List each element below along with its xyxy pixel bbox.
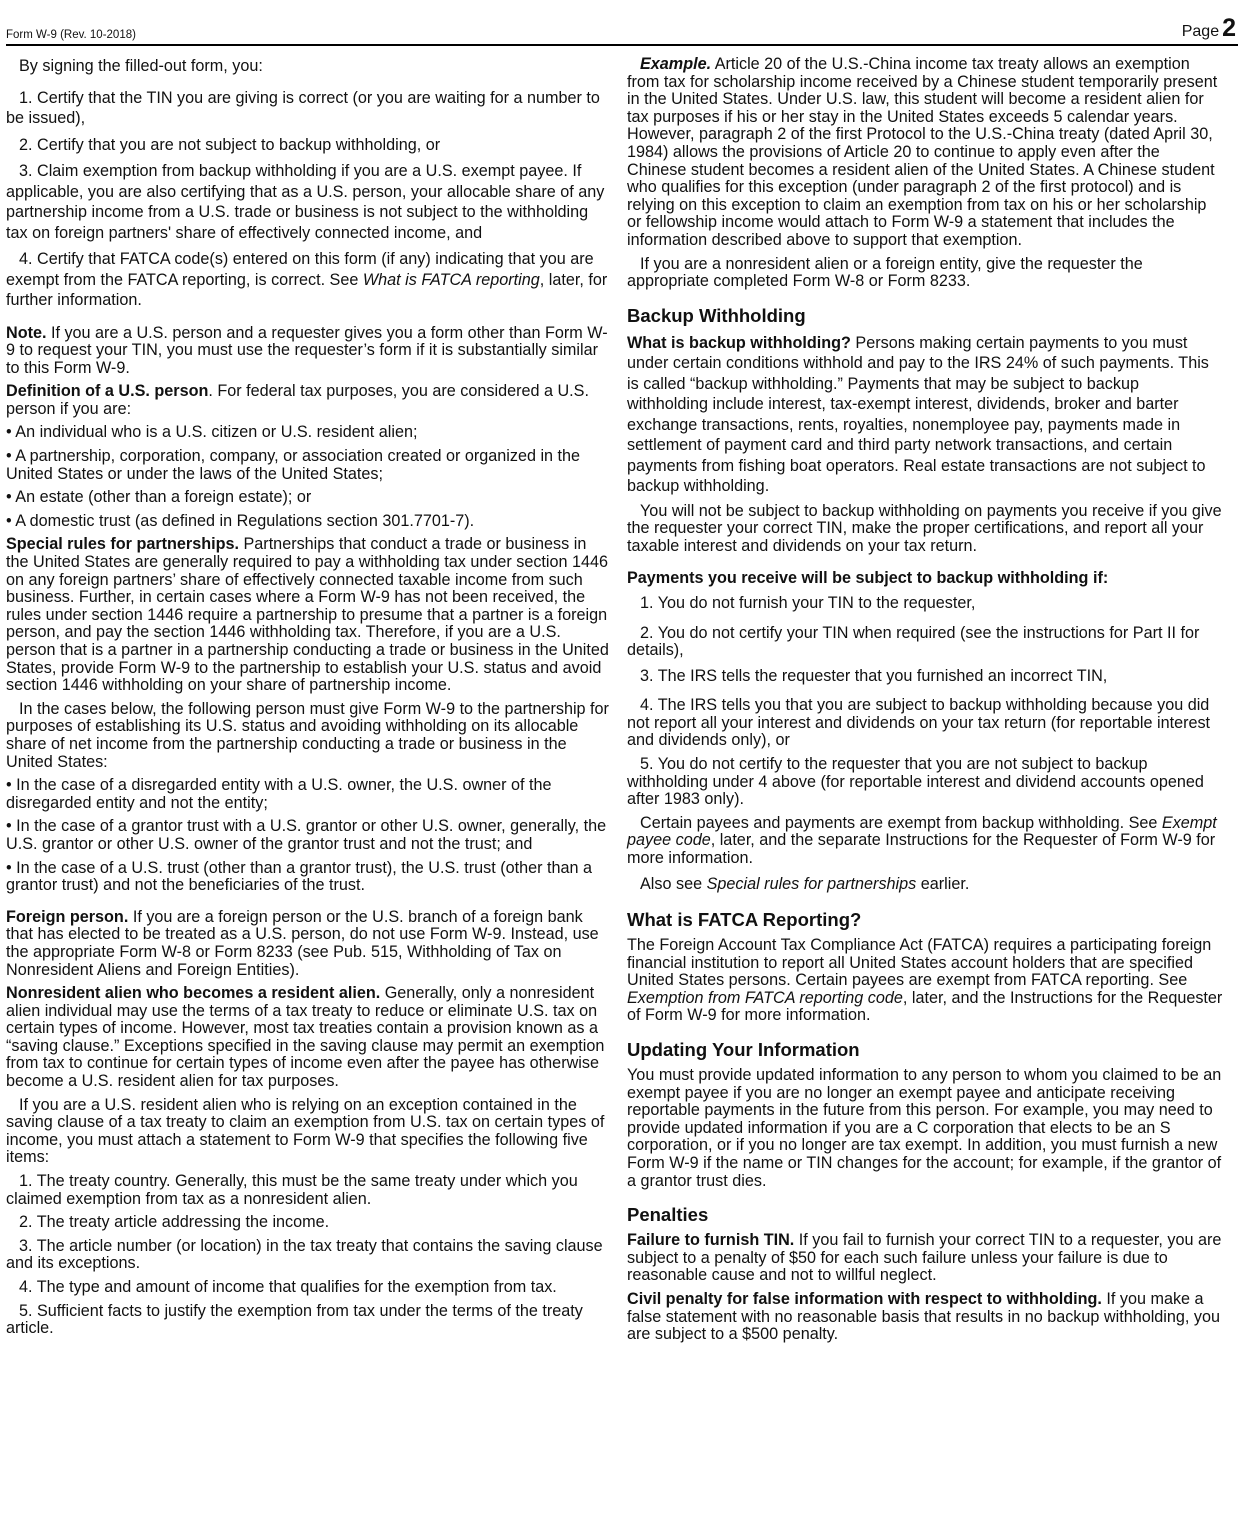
- signing-intro: By signing the filled-out form, you:: [19, 57, 263, 75]
- certify-item-3: 3. Claim exemption from backup withholding if you are a U.S. exempt payee. If applicable, you are also certifying that as a U.S. person, your allocable share of any partnership income from a U.S. trade or business is not subject to the withholding tax on foreign partners' share of effectively connected income, and: [6, 162, 605, 242]
- page-header: [6, 14, 1238, 46]
- page-number: Page 2: [1181, 14, 1236, 42]
- left-column: [6, 56, 612, 1344]
- updating-info-paragraph: You must provide updated information to any person to whom you claimed to be an exempt payee if you are no longer an exempt payee and anticipate receiving reportable payments in the future from this person. For example, you may need to provide updated information if you are a C corporation that elects to be an S corporation, or if you no longer are tax exempt. In addition, you must furnish a new Form W-9 if the name or TIN changes for the account; for example, if the grantor of a grantor trust dies.: [627, 1066, 1222, 1190]
- example-paragraph: Example. Article 20 of the U.S.-China income tax treaty allows an exemption from tax for scholarship income received by a Chinese student temporarily present in the United States. Under U.S. law, this student will become a resident alien for tax purposes if his or her stay in the United States exceeds 5 calendar years. However, paragraph 2 of the first Protocol to the U.S.-China treaty (dated April 30, 1984) allows the provisions of Article 20 to continue to apply even after the Chinese student becomes a resident alien of the United States. A Chinese student who qualifies for this exception (under paragraph 2 of the first protocol) and is relying on this exception to claim an exemption from tax on his or her scholarship or fellowship income would attach to Form W-9 a statement that includes the information described above to support that exemption.: [627, 55, 1218, 249]
- payment-condition: 4. The IRS tells you that you are subject to backup withholding because you did not report all your interest and dividends on your tax return (for reportable interest and dividends only), or: [627, 696, 1211, 750]
- treaty-item: 3. The article number (or location) in the tax treaty that contains the saving clause and its exceptions.: [6, 1236, 603, 1273]
- special-rules-paragraph: Special rules for partnerships. Partnerships that conduct a trade or business in the United States are generally required to pay a withholding tax under section 1446 on any foreign partners’ share of effectively connected taxable income from such business. Further, in certain cases where a Form W-9 has not been received, the rules under section 1446 require a partnership to presume that a partner is a foreign person, and pay the section 1446 withholding tax. Therefore, if you are a U.S. person that is a partner in a partnership conducting a trade or business in the United States, provide Form W-9 to the partnership to establish your U.S. status and avoid section 1446 withholding on your share of partnership income.: [6, 535, 609, 695]
- payment-condition: 3. The IRS tells the requester that you furnished an incorrect TIN,: [640, 666, 1108, 685]
- fatca-heading: What is FATCA Reporting?: [627, 909, 862, 931]
- backup-withholding-paragraph: What is backup withholding? Persons making certain payments to you must under certain conditions withhold and pay to the IRS 24% of such payments. This is called “backup withholding.” Payments that may be subject to backup withholding include interest, tax-exempt interest, dividends, broker and barter exchange transactions, rents, royalties, nonemployee pay, payments made in settlement of payment card and third party network transactions, and certain payments from fishing boat operators. Real estate transactions are not subject to backup withholding.: [627, 333, 1209, 496]
- fatca-paragraph: The Foreign Account Tax Compliance Act (FATCA) requires a participating foreign financial institution to report all United States account holders that are specified United States persons. Certain payees are exempt from FATCA reporting. See Exemption from FATCA reporting code, later, and the Instructions for the Requester of Form W-9 for more information.: [627, 936, 1223, 1025]
- us-person-definition: Definition of a U.S. person. For federal tax purposes, you are considered a U.S. person if you are:: [6, 382, 589, 418]
- right-column: [627, 56, 1223, 1350]
- note-paragraph: Note. If you are a U.S. person and a requester gives you a form other than Form W-9 to request your TIN, you must use the requester’s form if it is substantially similar to this Form W-9.: [6, 323, 608, 377]
- treaty-item: 5. Sufficient facts to justify the exemption from tax under the terms of the treaty article.: [6, 1301, 583, 1338]
- backup-withholding-heading: Backup Withholding: [627, 304, 806, 326]
- certify-item-1: 1. Certify that the TIN you are giving is correct (or you are waiting for a number to be issued),: [6, 88, 600, 127]
- case-bullet: • In the case of a U.S. trust (other than a grantor trust), the U.S. trust (other than a grantor trust) and not the beneficiaries of the trust.: [6, 858, 592, 895]
- us-person-bullet: • An individual who is a U.S. citizen or U.S. resident alien;: [6, 423, 418, 442]
- nonresident-paragraph: If you are a nonresident alien or a foreign entity, give the requester the appropriate completed Form W-8 or Form 8233.: [627, 254, 1143, 291]
- payments-subject-heading: Payments you receive will be subject to backup withholding if:: [627, 568, 1109, 587]
- exempt-payees-paragraph: Certain payees and payments are exempt from backup withholding. See Exempt payee code, later, and the separate Instructions for the Requester of Form W-9 for more information.: [627, 813, 1217, 867]
- payment-condition: 1. You do not furnish your TIN to the requester,: [640, 594, 976, 612]
- certify-item-2: 2. Certify that you are not subject to backup withholding, or: [19, 135, 441, 154]
- case-bullet: • In the case of a disregarded entity with a U.S. owner, the U.S. owner of the disregarded entity and not the entity;: [6, 776, 552, 812]
- treaty-item: 2. The treaty article addressing the income.: [19, 1213, 330, 1232]
- payment-condition: 5. You do not certify to the requester that you are not subject to backup withholding under 4 above (for reportable interest and dividend accounts opened after 1983 only).: [627, 754, 1204, 809]
- certify-item-4: 4. Certify that FATCA code(s) entered on this form (if any) indicating that you are exempt from the FATCA reporting, is correct. See What is FATCA reporting, later, for further information.: [6, 250, 608, 309]
- us-person-bullet: • A domestic trust (as defined in Regulations section 301.7701-7).: [6, 511, 475, 530]
- nonresident-alien-paragraph: Nonresident alien who becomes a resident alien. Generally, only a nonresident alien individual may use the terms of a tax treaty to reduce or eliminate U.S. tax on certain types of income. However, most tax treaties contain a provision known as a “saving clause.” Exceptions specified in the saving clause may permit an exemption from tax to continue for certain types of income even after the payee has otherwise become a U.S. resident alien for tax purposes.: [6, 984, 605, 1091]
- updating-info-heading: Updating Your Information: [627, 1039, 860, 1060]
- failure-to-furnish-paragraph: Failure to furnish TIN. If you fail to furnish your correct TIN to a requester, you are subject to a penalty of $50 for each such failure unless your failure is due to reasonable cause and not to willful neglect.: [627, 1231, 1222, 1285]
- us-person-bullet: • An estate (other than a foreign estate); or: [6, 488, 312, 507]
- us-person-bullet: • A partnership, corporation, company, or association created or organized in the United States or under the laws of the United States;: [6, 447, 581, 483]
- resident-alien-paragraph: If you are a U.S. resident alien who is relying on an exception contained in the saving clause of a tax treaty to claim an exemption from U.S. tax on certain types of income, you must attach a statement to Form W-9 that specifies the following five items:: [6, 1095, 605, 1167]
- penalties-heading: Penalties: [627, 1204, 709, 1226]
- not-subject-paragraph: You will not be subject to backup withholding on payments you receive if you give the requester your correct TIN, make the proper certifications, and report all your taxable interest and dividends on your tax return.: [627, 501, 1222, 555]
- cases-intro: In the cases below, the following person must give Form W-9 to the partnership for purposes of establishing its U.S. status and avoiding withholding on its allocable share of net income from the partnership conducting a trade or business in the United States:: [6, 699, 609, 771]
- foreign-person-paragraph: Foreign person. If you are a foreign person or the U.S. branch of a foreign bank that has elected to be treated as a U.S. person, do not use Form W-9. Instead, use the appropriate Form W-8 or Form 8233 (see Pub. 515, Withholding of Tax on Nonresident Aliens and Foreign Entities).: [6, 907, 599, 979]
- treaty-item: 1. The treaty country. Generally, this must be the same treaty under which you claimed exemption from tax as a nonresident alien.: [6, 1172, 578, 1208]
- treaty-item: 4. The type and amount of income that qualifies for the exemption from tax.: [19, 1278, 557, 1296]
- form-id: Form W-9 (Rev. 10-2018): [6, 29, 136, 41]
- civil-penalty-paragraph: Civil penalty for false information with respect to withholding. If you make a false statement with no reasonable basis that results in no backup withholding, you are subject to a $500 penalty.: [627, 1289, 1220, 1344]
- payment-condition: 2. You do not certify your TIN when required (see the instructions for Part II for details),: [627, 623, 1200, 660]
- case-bullet: • In the case of a grantor trust with a U.S. grantor or other U.S. owner, generally, the U.S. grantor or other U.S. owner of the grantor trust and not the trust; and: [6, 817, 607, 853]
- also-see-paragraph: Also see Special rules for partnerships earlier.: [640, 874, 970, 893]
